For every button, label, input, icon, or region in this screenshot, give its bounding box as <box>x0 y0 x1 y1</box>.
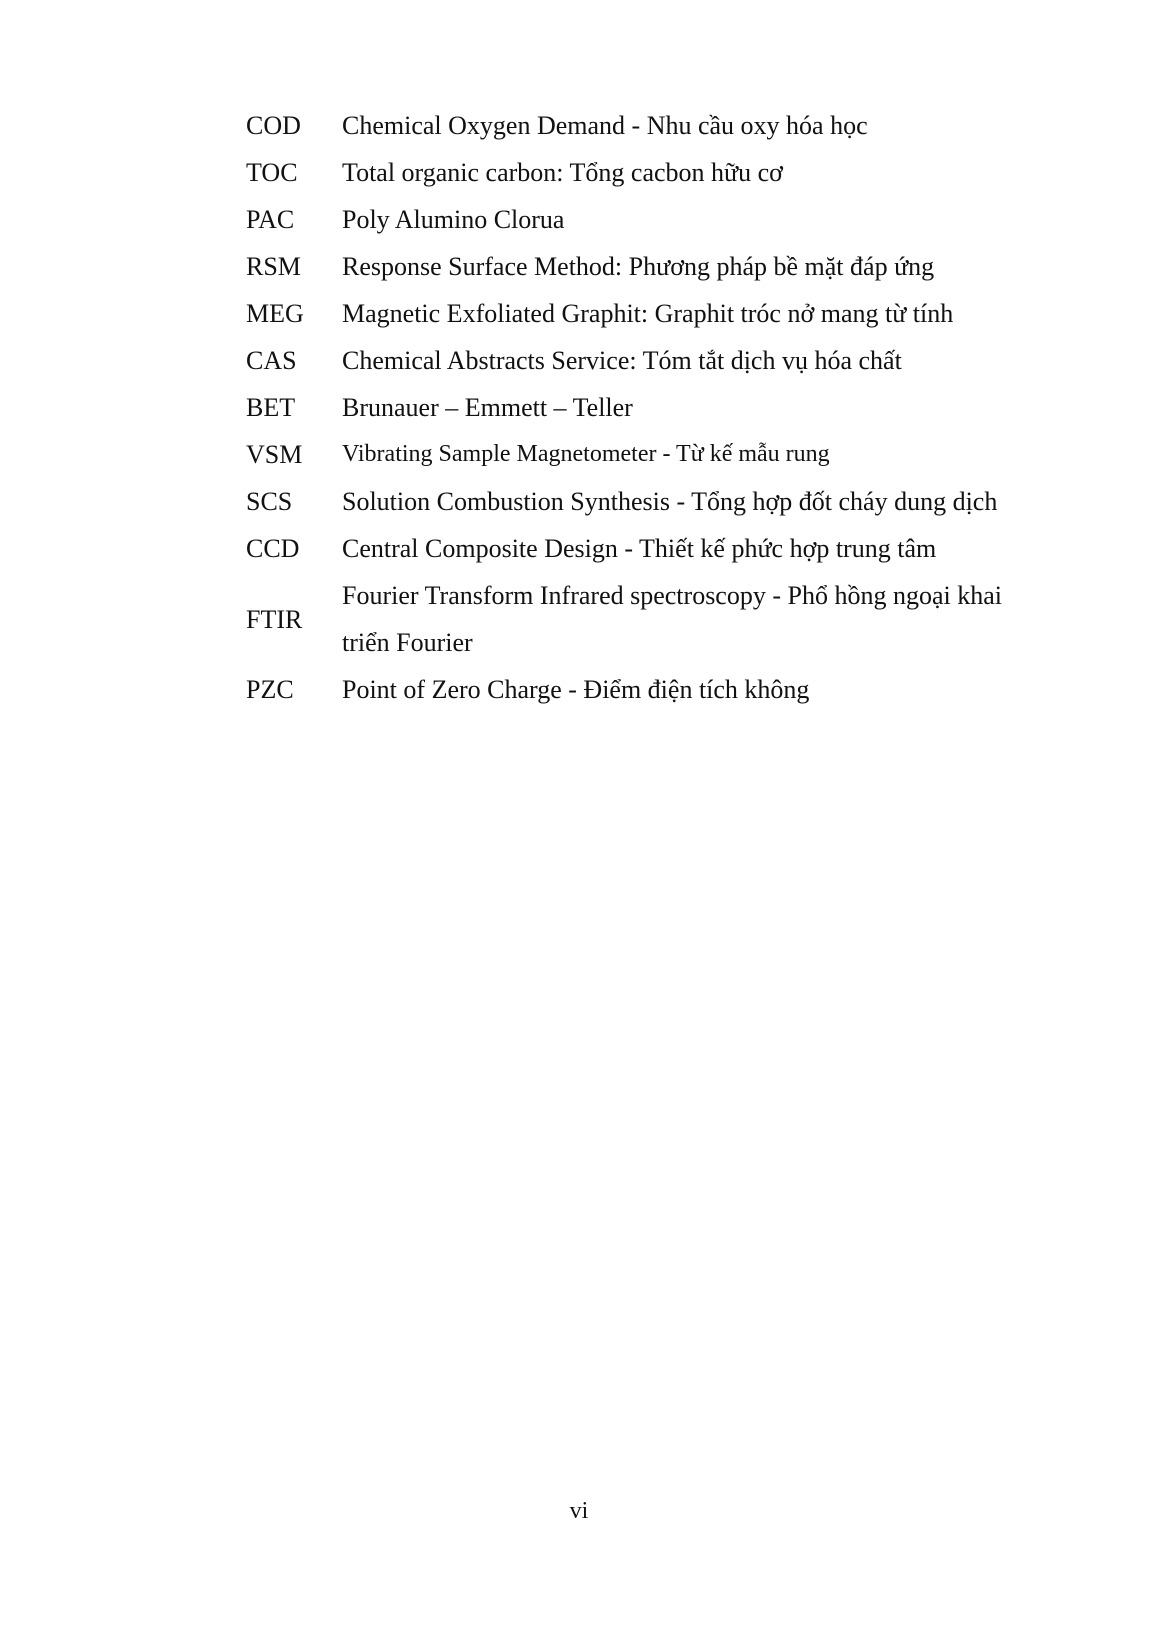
abbreviation-list <box>246 102 1046 713</box>
abbreviation-term: CAS <box>246 346 297 375</box>
abbreviation-term: TOC <box>246 158 298 187</box>
abbreviation-row <box>246 525 1046 572</box>
abbreviation-term: FTIR <box>246 604 303 634</box>
abbreviation-term: VSM <box>246 440 303 469</box>
abbreviation-row <box>246 243 1046 290</box>
abbreviation-row <box>246 572 1046 666</box>
abbreviation-definition: Solution Combustion Synthesis - Tổng hợp đốt cháy dung dịch <box>342 487 998 516</box>
abbreviation-definition: Central Composite Design - Thiết kế phức hợp trung tâm <box>342 534 937 563</box>
page-number: vi <box>569 1498 589 1524</box>
abbreviation-definition: Magnetic Exfoliated Graphit: Graphit tróc nở mang từ tính <box>342 299 954 328</box>
abbreviation-definition: Point of Zero Charge - Điểm điện tích không <box>342 675 810 704</box>
abbreviation-term: BET <box>246 393 296 422</box>
abbreviation-row <box>246 149 1046 196</box>
abbreviation-definition: Poly Alumino Clorua <box>342 205 565 234</box>
abbreviation-definition: Vibrating Sample Magnetometer - Từ kế mẫu rung <box>342 441 830 467</box>
abbreviation-definition: Chemical Oxygen Demand - Nhu cầu oxy hóa học <box>342 111 868 140</box>
abbreviation-definition: Chemical Abstracts Service: Tóm tắt dịch vụ hóa chất <box>342 346 902 375</box>
abbreviation-row <box>246 478 1046 525</box>
abbreviation-term: MEG <box>246 299 304 328</box>
abbreviation-term: COD <box>246 111 301 140</box>
abbreviation-row <box>246 102 1046 149</box>
abbreviation-row <box>246 290 1046 337</box>
abbreviation-row <box>246 431 1046 478</box>
abbreviation-term: RSM <box>246 252 301 281</box>
abbreviation-term: SCS <box>246 487 293 516</box>
abbreviation-definition: Response Surface Method: Phương pháp bề mặt đáp ứng <box>342 252 935 281</box>
abbreviation-definition: Fourier Transform Infrared spectroscopy - Phổ hồng ngoại khai triển Fourier <box>342 581 1002 657</box>
abbreviation-term: PAC <box>246 205 295 234</box>
abbreviation-definition: Total organic carbon: Tổng cacbon hữu cơ <box>342 158 783 187</box>
abbreviation-row <box>246 337 1046 384</box>
abbreviation-row <box>246 666 1046 713</box>
abbreviation-term: CCD <box>246 534 300 563</box>
abbreviation-row <box>246 384 1046 431</box>
abbreviation-row <box>246 196 1046 243</box>
abbreviation-definition: Brunauer – Emmett – Teller <box>342 393 633 422</box>
abbreviation-term: PZC <box>246 675 294 704</box>
